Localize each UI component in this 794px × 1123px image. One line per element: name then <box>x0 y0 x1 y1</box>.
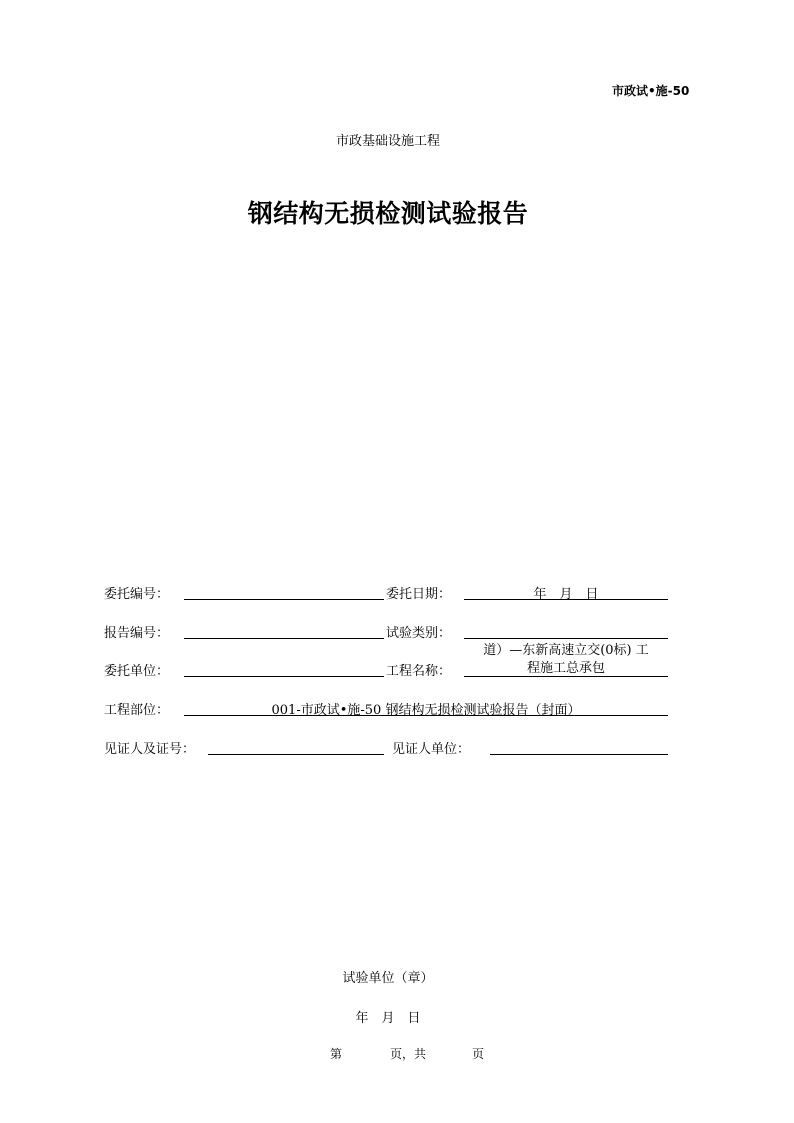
commission-no-label: 委托编号： <box>104 587 170 602</box>
project-name-value-line2: 程施工总承包 <box>526 661 605 676</box>
report-no-label: 报告编号： <box>104 626 170 641</box>
project-name-value <box>464 642 668 678</box>
document-subtitle: 市政基础设施工程 <box>335 134 440 149</box>
commission-date-value: 年 月 日 <box>533 587 599 602</box>
project-part-value: 001-市政试•施-50 钢结构无损检测试验报告（封面） <box>271 703 581 718</box>
test-type-label: 试验类别： <box>386 626 452 641</box>
witness-label: 见证人及证号： <box>104 742 196 757</box>
witness-field[interactable] <box>208 754 384 755</box>
witness-unit-label: 见证人单位： <box>392 742 471 757</box>
footer-date: 年 月 日 <box>355 1011 421 1026</box>
test-type-field[interactable] <box>464 638 668 639</box>
project-part-label: 工程部位： <box>104 703 170 718</box>
document-title: 钢结构无损检测试验报告 <box>247 199 529 228</box>
project-name-label: 工程名称： <box>386 664 452 679</box>
page-suffix: 页 <box>472 1047 485 1061</box>
page-number-row <box>0 1045 794 1063</box>
client-unit-field[interactable] <box>184 676 384 677</box>
page-prefix: 第 <box>330 1047 343 1061</box>
page-middle: 页，共 <box>390 1047 427 1061</box>
commission-no-field[interactable] <box>184 599 384 600</box>
report-no-field[interactable] <box>184 638 384 639</box>
witness-unit-field[interactable] <box>490 754 668 755</box>
client-unit-label: 委托单位： <box>104 664 170 679</box>
test-unit-seal: 试验单位（章） <box>342 971 434 986</box>
commission-date-label: 委托日期： <box>386 587 452 602</box>
project-name-value-line1: 道）—东新高速立交(0标) 工 <box>483 643 649 658</box>
form-code: 市政试•施-50 <box>612 84 690 98</box>
